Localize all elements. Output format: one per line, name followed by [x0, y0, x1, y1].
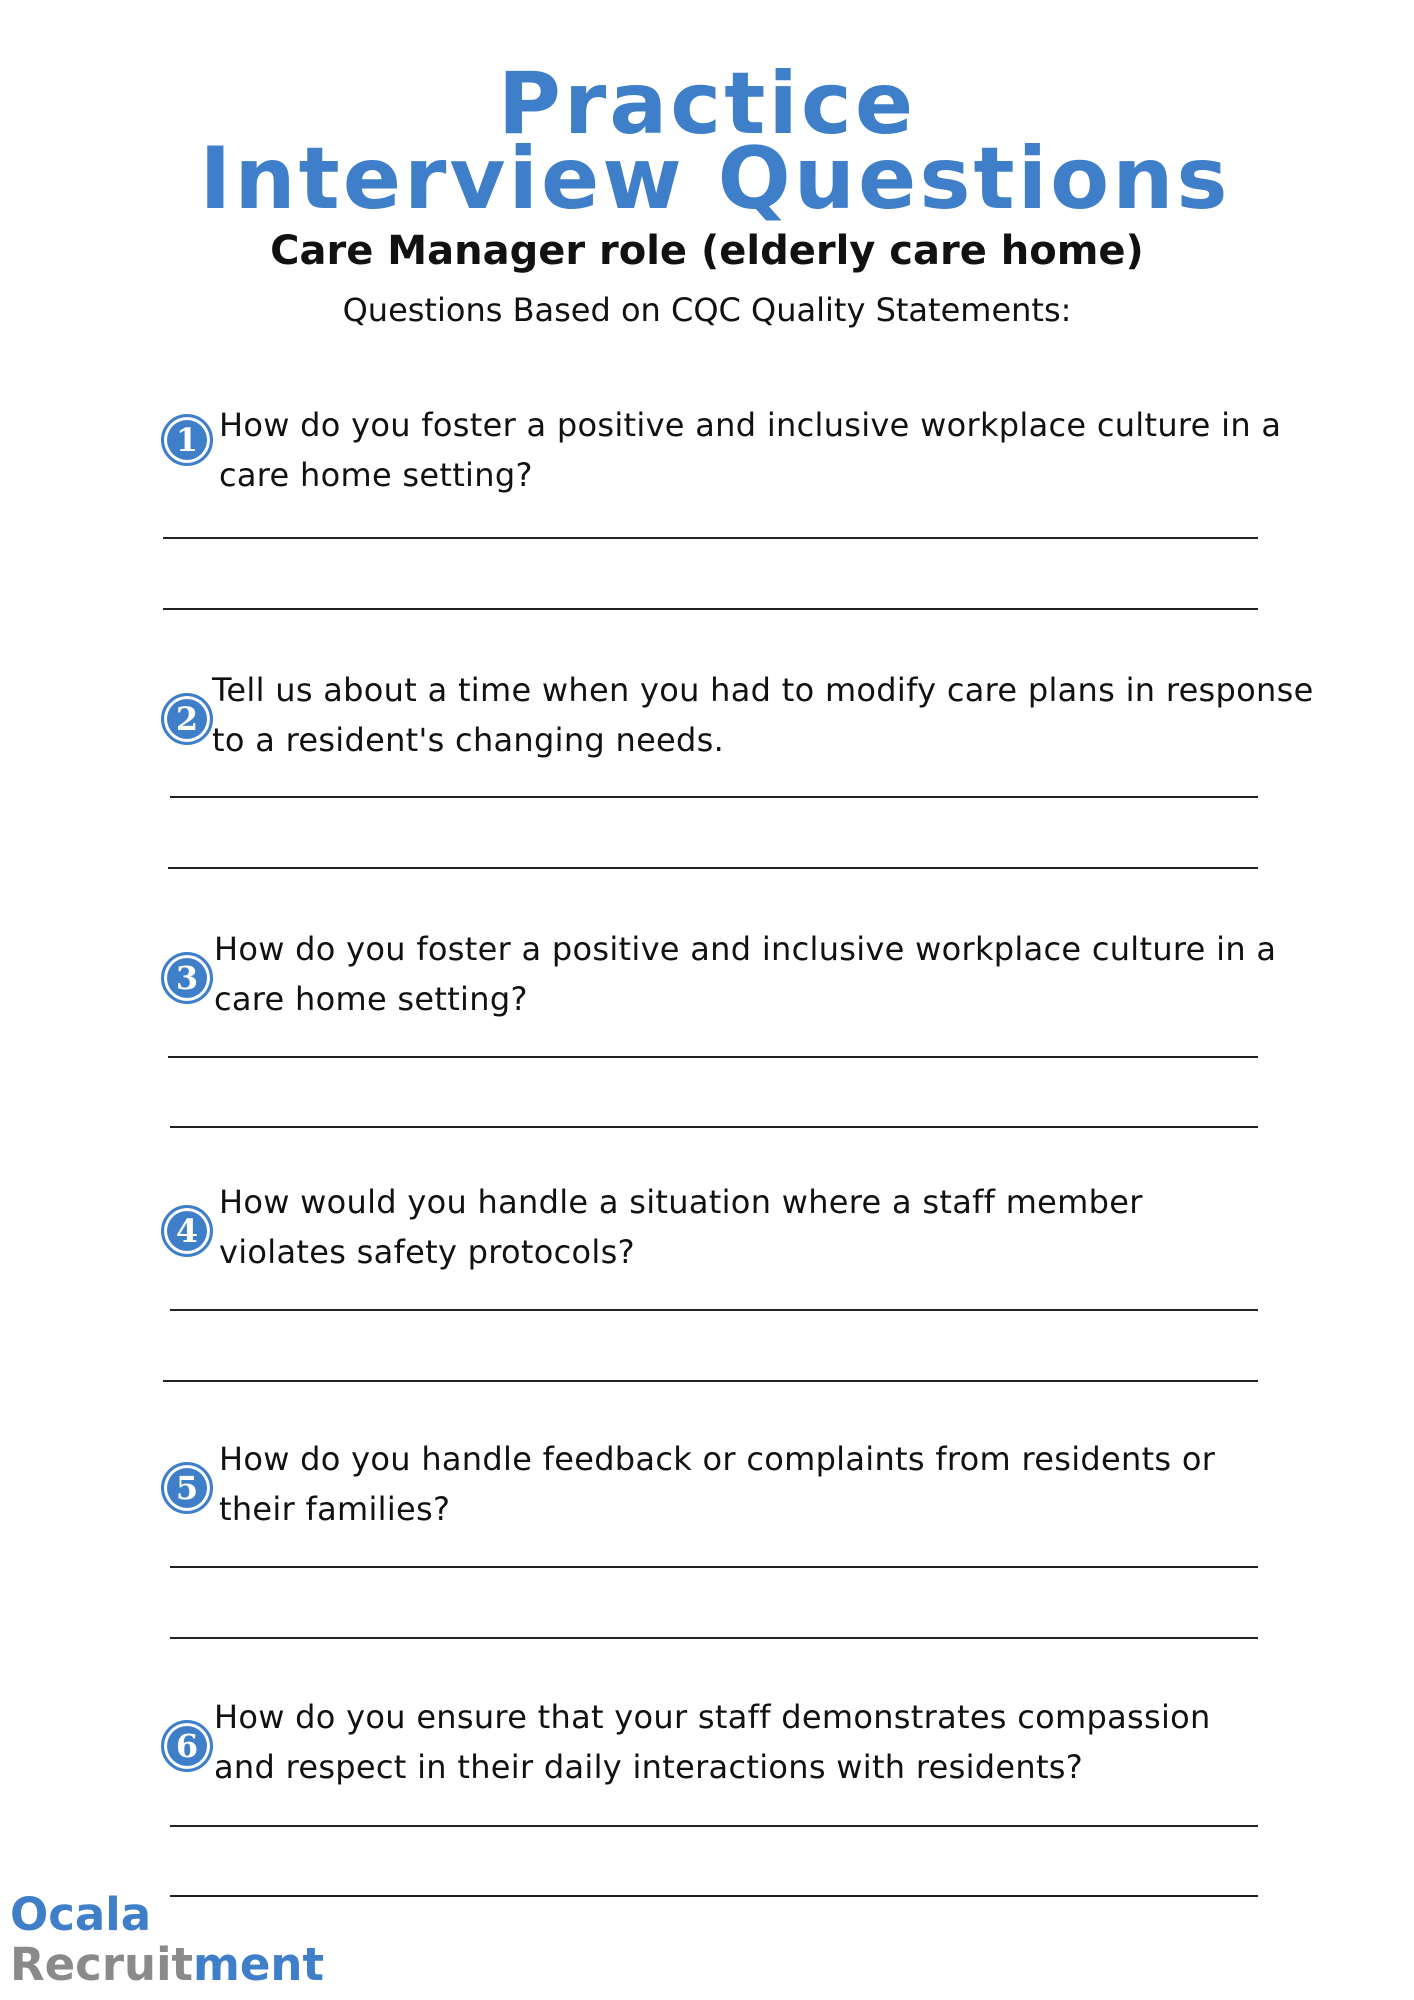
answer-line[interactable] [168, 1056, 1258, 1058]
answer-line[interactable] [170, 1895, 1258, 1897]
question-text: How do you foster a positive and inclusive workplace culture in a care home setting? [219, 406, 1282, 494]
question-text: How would you handle a situation where a staff member violates safety protocols? [219, 1183, 1143, 1271]
number-4-icon: 4 [161, 1205, 213, 1257]
question-text: How do you ensure that your staff demonstrates compassion and respect in their daily interactions with residents? [214, 1698, 1211, 1786]
answer-line[interactable] [163, 537, 1258, 539]
ocala-recruitment-logo [10, 1890, 324, 1990]
answer-line[interactable] [170, 1825, 1258, 1827]
question-5 [0, 1434, 1414, 1674]
number-5-icon: 5 [161, 1462, 213, 1514]
answer-line[interactable] [163, 608, 1258, 610]
logo-line-2-part-1: Recruit [10, 1938, 194, 1991]
question-4 [0, 1177, 1414, 1417]
question-text: How do you handle feedback or complaints from residents or their families? [219, 1440, 1216, 1528]
number-3-icon: 3 [161, 952, 213, 1004]
logo-line-2 [10, 1940, 324, 1990]
number-1-icon: 1 [161, 414, 213, 466]
question-1 [0, 400, 1414, 640]
logo-line-1: Ocala [10, 1888, 152, 1941]
logo-line-2-part-2: ment [193, 1938, 324, 1991]
answer-line[interactable] [170, 1126, 1258, 1128]
answer-line[interactable] [170, 1637, 1258, 1639]
question-2 [0, 665, 1414, 905]
page-title-line-2: Interview Questions [199, 129, 1231, 229]
number-6-icon: 6 [161, 1720, 213, 1772]
intro-text: Questions Based on CQC Quality Statements: [342, 291, 1072, 329]
question-3 [0, 924, 1414, 1164]
answer-line[interactable] [170, 1309, 1258, 1311]
answer-line[interactable] [163, 1380, 1258, 1382]
answer-line[interactable] [168, 867, 1258, 869]
question-text: Tell us about a time when you had to modify care plans in response to a resident's changing needs. [212, 671, 1314, 759]
role-subtitle: Care Manager role (elderly care home) [270, 228, 1144, 274]
question-text: How do you foster a positive and inclusive workplace culture in a care home setting? [214, 930, 1277, 1018]
number-2-icon: 2 [161, 693, 213, 745]
answer-line[interactable] [170, 1566, 1258, 1568]
answer-line[interactable] [170, 796, 1258, 798]
page-title-line-1: Practice [497, 54, 917, 154]
